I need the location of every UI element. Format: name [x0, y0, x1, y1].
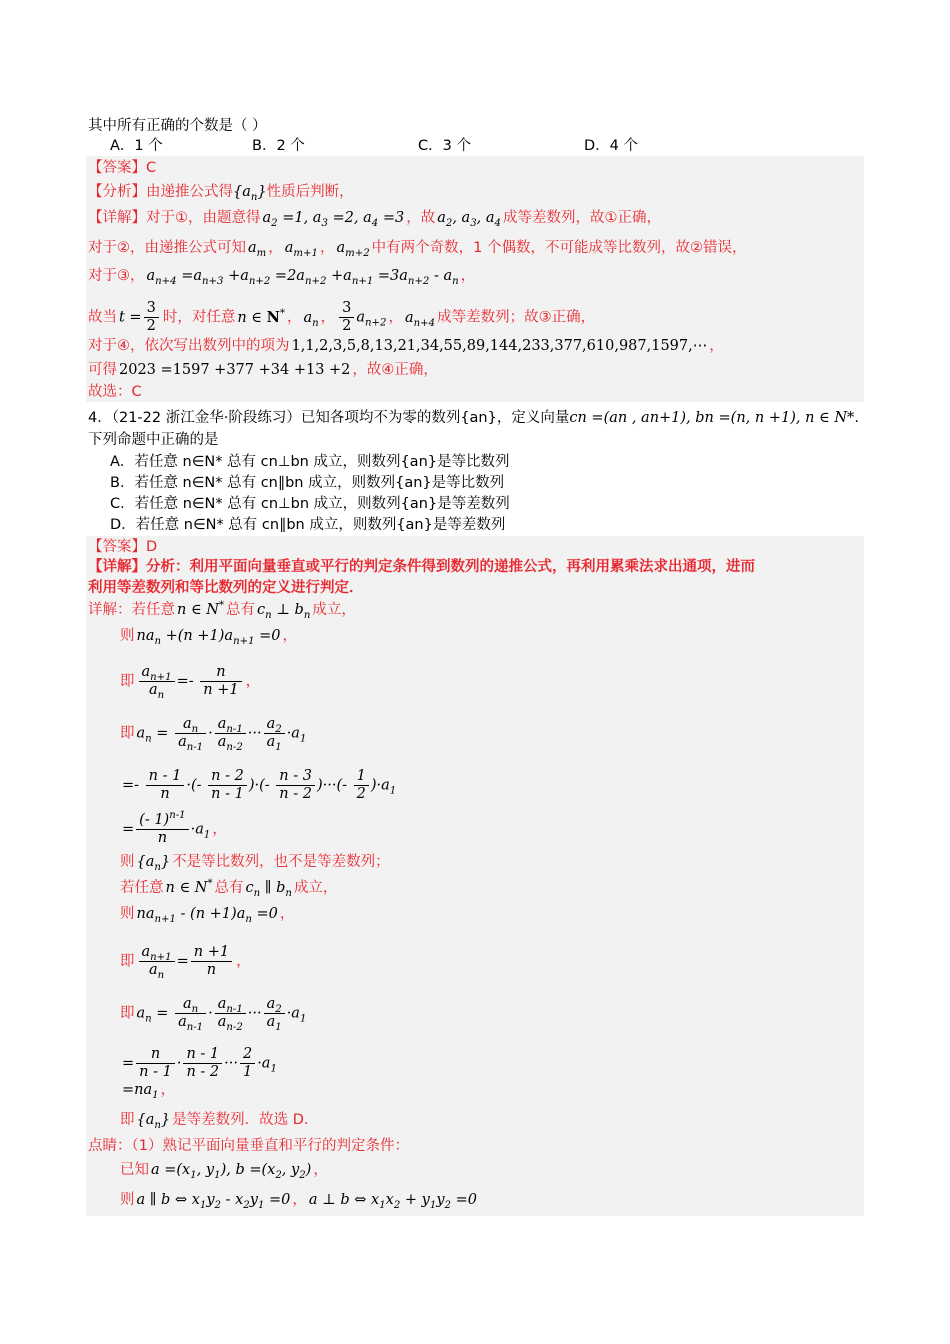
comma-2: ， — [245, 673, 261, 690]
step-perp-3 — [120, 716, 308, 751]
math-result-perp: = $\frac{(- 1)^{n-1}}{n}$ $\cdot a_1$ — [122, 810, 211, 846]
conclusion-1-text: 不是等比数列，也不是等差数列； — [172, 854, 390, 870]
detail-q4-mid: 总有 — [226, 602, 256, 618]
label-ze-3: 则 — [120, 906, 135, 922]
q4-option-c: C．若任意 n∈N* 总有 cn⊥bn 成立，则数列{an}是等差数列 — [110, 496, 510, 512]
conclusion-2-text: 是等差数列．故选 D． — [172, 1112, 319, 1128]
math-parallel-criterion: a ∥ b ⇔ $x_1y_2 - x_2y_1 =0$ — [136, 1192, 291, 1211]
choose-q3: 故选：C — [88, 384, 142, 400]
detail-4-post: 成等差数列；故③正确， — [437, 309, 596, 326]
comma-3: ， — [212, 821, 227, 838]
math-perp-criterion: a ⊥ b ⇔ $x_1x_2 + y_1y_2 =0$ — [308, 1192, 477, 1211]
comma-4: ， — [279, 906, 295, 922]
math-an-set-2: $\{a_n\}$ — [136, 854, 171, 873]
detail-4-pre: 故当 — [88, 309, 117, 326]
label-ji-3: 即 — [120, 953, 135, 970]
step-par-4 — [120, 1046, 279, 1081]
math-vectors-ab: $a =(x_1$, $y_1$), $b =(x_2$, $y_2$) — [151, 1162, 312, 1181]
note-q4: 点睛：（1）熟记平面向量垂直和平行的判定条件： — [88, 1138, 409, 1154]
step-perp-2 — [120, 664, 260, 699]
detail-q4-pre: 详解：若任意 — [88, 602, 175, 618]
math-result-parallel: $=na_1$ — [122, 1082, 159, 1101]
detail-q3-2: 对于②，由递推公式可知 $a_m$ ， $a_{m+1}$ ， $a_{m+2}$ 中有两个奇数，1 个偶数，不可能成等比数列，故②错误， — [88, 240, 747, 259]
detail-6-pre: 可得 — [88, 362, 117, 378]
analysis-text-post: 性质后判断， — [266, 184, 354, 200]
detail-parallel — [120, 878, 337, 898]
answer-q3: 【答案】C — [88, 160, 157, 176]
detail-label: 【详解】 — [88, 210, 146, 226]
math-an4: $a_{n+4}$ — [404, 309, 436, 329]
detail2-pre: 若任意 — [120, 880, 164, 896]
step-par-3 — [120, 996, 308, 1031]
detail-q4-post: 成立， — [312, 602, 356, 618]
label-ze-2: 则 — [120, 854, 135, 870]
detail-6-post: ，故④正确， — [352, 362, 438, 378]
detail-q3-6 — [88, 360, 438, 380]
math-an: $a_n$ — [303, 309, 319, 329]
math-cn-parallel-bn: $c_n$ ∥ $b_n$ — [245, 880, 292, 899]
math-ratio-perp: $\frac{a_{n+1}}{a_n}$ =- $\frac{n}{n +1}$ — [135, 664, 246, 699]
detail-4-mid: 时，对任意 — [162, 309, 236, 326]
option-a: A．1 个 — [110, 138, 163, 154]
step-perp-4 — [120, 768, 398, 803]
note-known — [120, 1160, 328, 1180]
math-am2: $a_{m+2}$ — [336, 240, 370, 259]
analysis-text-pre: 由递推公式得 — [146, 184, 233, 200]
analysis-q3 — [88, 182, 354, 202]
math-fibonacci-sequence: 1,1,2,3,5,8,13,21,34,55,89,144,233,377,610,987,1597,⋯ — [291, 338, 708, 354]
note-then — [120, 1190, 479, 1210]
math-cn-perp-bn: $c_n$ ⊥ $b_n$ — [257, 602, 311, 621]
math-n-in-N-star-2: n ∈ N* — [165, 878, 213, 896]
math-ratio-parallel: $\frac{a_{n+1}}{a_n}$ = $\frac{n +1}{n}$ — [135, 944, 237, 979]
answer-q4: 【答案】D — [88, 539, 158, 555]
math-n-in-N-star: n ∈ N* — [177, 600, 225, 618]
comma-8: ， — [292, 1192, 307, 1208]
q4-option-b: B．若任意 n∈N* 总有 cn∥bn 成立，则数列{an}是等比数列 — [110, 475, 505, 491]
detail-q3-3 — [88, 266, 475, 286]
question-4-stem — [88, 408, 859, 428]
analysis-q4: 【详解】分析：利用平面向量垂直或平行的判定条件得到数列的递推公式，再利用累乘法求出通项，进而 — [88, 559, 755, 575]
math-an-set-3: $\{a_n\}$ — [136, 1112, 171, 1131]
comma-6: ， — [160, 1082, 176, 1098]
label-ji-2: 即 — [120, 725, 135, 742]
comma-7: ， — [313, 1162, 328, 1178]
detail-2-post: 中有两个奇数，1 个偶数，不可能成等比数列，故②错误， — [371, 240, 747, 256]
step-par-1 — [120, 904, 294, 924]
detail-1-mid: ，故 — [406, 210, 436, 226]
q4-option-a: A．若任意 n∈N* 总有 cn⊥bn 成立，则数列{an}是等比数列 — [110, 454, 510, 470]
math-product-expanded-perp: =- $\frac{n - 1}{n}$ ·(- $\frac{n - 2}{n - 1}$ )·(- $\frac{n - 3}{n - 2}$ )···(- $\frac{1}{2}$ )$\cdot a_1$ — [122, 768, 397, 802]
detail-5-pre: 对于④，依次写出数列中的项为 — [88, 338, 290, 354]
detail-1-pre: 对于①，由题意得 — [146, 210, 261, 226]
math-product-parallel: $a_n$ = $\frac{a_n}{a_{n-1}}$ · $\frac{a_{n-1}}{a_{n-2}}$ ··· $\frac{a_2}{a_1}$ $\cdot a_1$ — [136, 996, 307, 1033]
math-a2-a3-a4-values: $a_2 =1$, $a_3 =2$, $a_4 =3$ — [262, 210, 405, 229]
stem-pre: 4．（21-22 浙江金华·阶段练习）已知各项均不为零的数列{an}，定义向量 — [88, 410, 570, 426]
detail-q3-4: 故当 t = $\frac{3}{2}$ 时，对任意 n ∈ N* ， $a_n$ ， $\frac{3}{2}$ $a_{n+2}$ ， $a_{n+4}$ 成等差数列；故③正确， — [88, 300, 596, 334]
option-d: D．4 个 — [584, 138, 638, 154]
math-am: $a_m$ — [248, 240, 267, 259]
step-par-2 — [120, 944, 251, 979]
conclusion-perp — [120, 852, 390, 872]
math-an-set: $\{a_n\}$ — [233, 184, 267, 203]
conclusion-parallel — [120, 1110, 318, 1130]
label-ze: 则 — [120, 628, 135, 644]
detail-2-pre: 对于②，由递推公式可知 — [88, 240, 246, 256]
label-ji-4: 即 — [120, 1005, 135, 1022]
detail-3-pre: 对于③， — [88, 268, 145, 284]
step-par-5 — [120, 1080, 175, 1100]
note-known-label: 已知 — [120, 1162, 149, 1178]
detail-3-post: ， — [460, 268, 476, 284]
math-t-equals: t = $\frac{3}{2}$ — [117, 300, 163, 335]
math-recurrence: $a_{n+4} =a_{n+3} +a_{n+2} =2a_{n+2} +a_{n+1} =3a_{n+2} - a_n$ — [146, 268, 459, 287]
note-then-label: 则 — [120, 1192, 135, 1208]
question-4-stem-2: 下列命题中正确的是 — [88, 432, 219, 448]
detail-q3-1 — [88, 208, 661, 228]
question-prompt: 其中所有正确的个数是（ ） — [88, 118, 267, 134]
math-parallel-condition: $na_{n+1} - (n +1)a_n =0$ — [136, 906, 278, 925]
step-perp-1 — [120, 626, 297, 646]
math-a2-a3-a4: $a_2$, $a_3$, $a_4$ — [437, 210, 501, 229]
math-2023-sum: 2023 =1597 +377 +34 +13 +2 — [119, 362, 351, 378]
detail2-post: 成立， — [293, 880, 338, 896]
step-perp-5 — [120, 812, 227, 847]
math-product-expanded-parallel: = $\frac{n}{n - 1}$ · $\frac{n - 1}{n - 2}$ ··· $\frac{2}{1}$ $\cdot a_1$ — [122, 1046, 277, 1080]
math-vector-definitions: cn =(an , an+1), bn =(n, n +1), n ∈ N* — [569, 410, 855, 426]
label-ji-5: 即 — [120, 1112, 135, 1128]
detail-5-post: ， — [709, 338, 724, 354]
math-am1: $a_{m+1}$ — [284, 240, 318, 259]
analysis-label: 【分析】 — [88, 184, 146, 200]
detail2-mid: 总有 — [214, 880, 244, 896]
analysis-q4-2: 利用等差数列和等比数列的定义进行判定． — [88, 580, 364, 596]
q4-option-d: D．若任意 n∈N* 总有 cn∥bn 成立，则数列{an}是等差数列 — [110, 517, 506, 533]
comma-5: ， — [236, 953, 251, 970]
stem-end: . — [854, 410, 859, 426]
detail-1-post: 成等差数列，故①正确， — [502, 210, 661, 226]
option-c: C．3 个 — [418, 138, 471, 154]
math-three-halves-an2: $\frac{3}{2}$ $a_{n+2}$ — [335, 300, 388, 335]
comma: ， — [282, 628, 297, 644]
math-n-in-N: n ∈ N* — [237, 307, 285, 326]
label-ji: 即 — [120, 673, 135, 690]
detail-q4-1 — [88, 600, 356, 620]
math-perp-condition: $na_n +(n +1)a_{n+1} =0$ — [136, 628, 281, 647]
option-b: B．2 个 — [252, 138, 305, 154]
detail-q3-5 — [88, 336, 724, 356]
math-product-perp: $a_n$ = $\frac{a_n}{a_{n-1}}$ · $\frac{a_{n-1}}{a_{n-2}}$ ··· $\frac{a_2}{a_1}$ $\cdot a_1$ — [136, 716, 307, 753]
